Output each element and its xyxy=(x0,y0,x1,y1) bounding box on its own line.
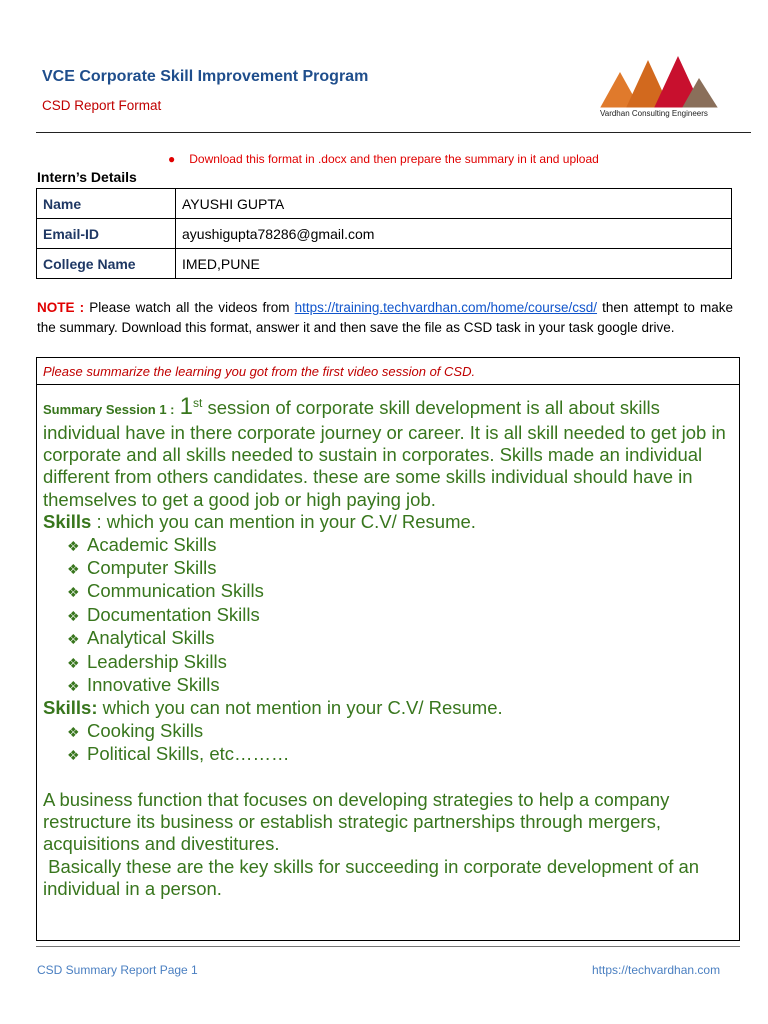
email-label: Email-ID xyxy=(37,219,176,249)
summary-paragraph-3: Basically these are the key skills for succeeding in corporate development of an individual in a person. xyxy=(43,855,705,900)
list-item-text: Academic Skills xyxy=(87,533,217,555)
list-item xyxy=(67,627,737,650)
download-instruction xyxy=(168,152,599,166)
diamond-bullet-icon: ❖ xyxy=(67,537,80,554)
list-item-text: Communication Skills xyxy=(87,580,264,602)
diamond-bullet-icon: ❖ xyxy=(67,678,80,695)
list-item-text: Computer Skills xyxy=(87,557,217,578)
header-divider xyxy=(36,132,751,133)
note-label: NOTE : xyxy=(37,300,85,315)
list-item-text: Analytical Skills xyxy=(87,627,215,649)
summary-label: Summary Session 1 : xyxy=(43,402,175,418)
summary-intro xyxy=(43,392,737,511)
interns-details-heading: Intern’s Details xyxy=(37,169,137,185)
bullet-icon: ● xyxy=(168,152,176,166)
skills-heading-2 xyxy=(43,697,737,719)
list-item xyxy=(67,651,737,674)
name-value: AYUSHI GUPTA xyxy=(176,189,732,219)
list-item xyxy=(67,557,737,580)
note-text-before: Please watch all the videos from xyxy=(84,300,295,315)
skills-text-2: which you can not mention in your C.V/ Resume. xyxy=(97,697,503,719)
name-label: Name xyxy=(37,189,176,219)
non-resume-skills-list xyxy=(43,720,737,767)
footer-page-label: CSD Summary Report Page 1 xyxy=(37,963,198,977)
session-ordinal: st xyxy=(193,396,203,410)
diamond-bullet-icon: ❖ xyxy=(67,631,80,648)
list-item xyxy=(67,674,737,697)
diamond-bullet-icon: ❖ xyxy=(67,584,80,601)
intro-text: session of corporate skill development is all about skills individual have in there corporate journey or career. It is all skill needed to get job in corporate and all skills needed to sustain in corporates. Skills made an individual different from others candidates. these are some skills individual should have in themselves to get a good job or high paying job. xyxy=(43,397,726,510)
footer-website: https://techvardhan.com xyxy=(592,963,721,977)
interns-details-table xyxy=(36,188,732,279)
list-item xyxy=(67,580,737,603)
diamond-bullet-icon: ❖ xyxy=(67,654,80,671)
list-item xyxy=(67,534,737,557)
course-link[interactable]: https://training.techvardhan.com/home/course/csd/ xyxy=(294,300,598,315)
diamond-bullet-icon: ❖ xyxy=(67,561,80,577)
diamond-bullet-icon: ❖ xyxy=(67,747,80,764)
summary-content xyxy=(43,392,737,901)
instruction-text: Download this format in .docx and then prepare the summary in it and upload xyxy=(189,152,599,166)
session-number: 1 xyxy=(179,393,193,421)
resume-skills-list xyxy=(43,534,737,698)
document-title: VCE Corporate Skill Improvement Program xyxy=(42,68,369,85)
skills-text-1: : which you can mention in your C.V/ Resume. xyxy=(91,511,476,533)
note-text-after: then attempt to make the summary. Download this format, answer it and then save the file as CSD task in your task google drive. xyxy=(37,300,733,335)
summary-paragraph-2: A business function that focuses on developing strategies to help a company restructure its business or establish strategic partnerships through mergers, acquisitions and divestitures. xyxy=(43,788,670,855)
list-item xyxy=(67,743,737,766)
list-item-text: Cooking Skills xyxy=(87,719,204,741)
college-label: College Name xyxy=(37,249,176,279)
college-value: IMED,PUNE xyxy=(176,249,732,279)
diamond-bullet-icon: ❖ xyxy=(67,607,80,624)
list-item-text: Documentation Skills xyxy=(87,603,260,625)
list-item-text: Political Skills, etc……… xyxy=(87,743,290,765)
document-subtitle: CSD Report Format xyxy=(42,98,162,113)
table-row xyxy=(37,189,732,219)
list-item xyxy=(67,720,737,743)
list-item-text: Innovative Skills xyxy=(87,674,220,696)
skills-label-1: Skills xyxy=(43,511,92,533)
logo-caption: Vardhan Consulting Engineers xyxy=(600,109,708,118)
list-item-text: Leadership Skills xyxy=(87,650,227,672)
summary-prompt: Please summarize the learning you got from the first video session of CSD. xyxy=(43,364,476,379)
note-paragraph xyxy=(37,298,733,337)
table-row xyxy=(37,219,732,249)
table-row xyxy=(37,249,732,279)
skills-heading-1 xyxy=(43,511,737,533)
email-value: ayushigupta78286@gmail.com xyxy=(176,219,732,249)
footer-divider xyxy=(36,946,740,947)
diamond-bullet-icon: ❖ xyxy=(67,723,80,740)
list-item xyxy=(67,604,737,627)
skills-label-2: Skills: xyxy=(43,697,98,719)
paragraph-gap xyxy=(43,767,737,789)
